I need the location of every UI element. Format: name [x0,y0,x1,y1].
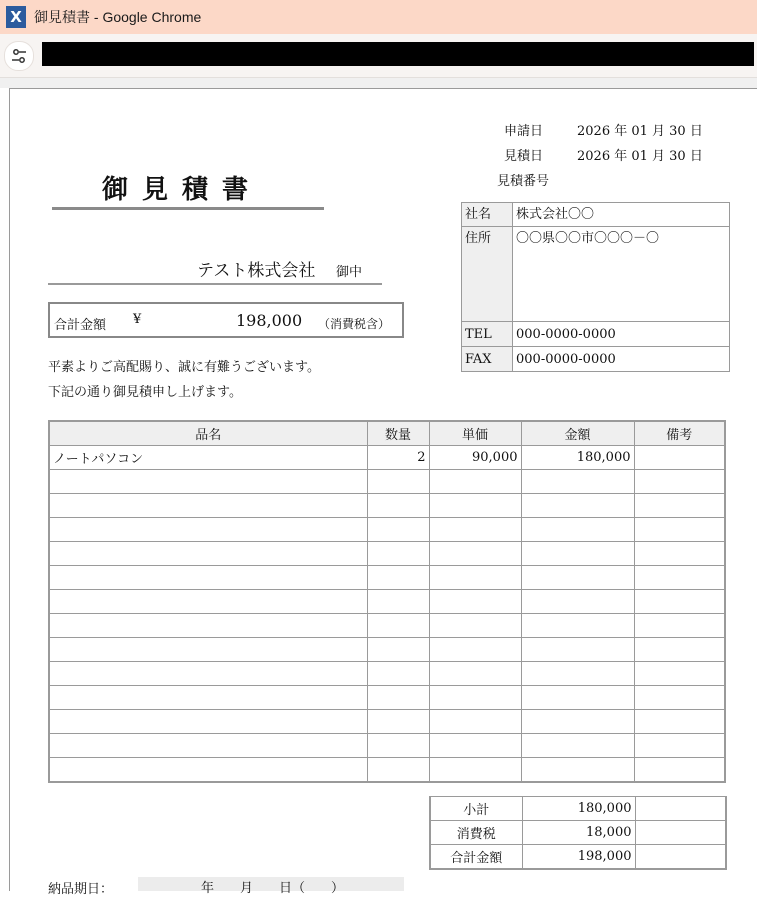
cell-item-name [49,686,367,710]
cell-remarks [634,542,725,566]
cell-unit-price [429,662,521,686]
total-value: 198,000 [236,311,303,330]
company-name-label: 社名 [462,203,513,227]
site-info-button[interactable] [4,41,34,71]
header-item-name: 品名 [49,421,367,446]
cell-amount [521,542,634,566]
cell-unit-price [429,494,521,518]
request-date: 2026 年 01 月 30 日 [577,124,703,139]
cell-quantity [367,590,429,614]
table-row [49,446,725,470]
company-fax-label: FAX [462,347,513,372]
grand-total-value: 198,000 [522,845,635,870]
company-tel: 000-0000-0000 [513,322,730,347]
cell-item-name [49,758,367,783]
cell-amount [521,518,634,542]
grand-total-row [430,845,726,870]
cell-quantity [367,614,429,638]
cell-item-name [49,542,367,566]
cell-amount [521,614,634,638]
table-row [49,518,725,542]
cell-unit-price [429,710,521,734]
cell-item-name: ノートパソコン [49,446,367,470]
cell-item-name [49,734,367,758]
request-date-label: 申請日 [504,124,544,139]
tax-included-note: （消費税含） [318,317,391,331]
cell-quantity [367,518,429,542]
estimate-date-label: 見積日 [504,149,544,164]
cell-item-name [49,590,367,614]
cell-unit-price [429,470,521,494]
address-bar [0,34,757,78]
recipient-name: テスト株式会社 [197,261,316,281]
tax-value: 18,000 [522,821,635,845]
header-unit-price: 単価 [429,421,521,446]
company-fax: 000-0000-0000 [513,347,730,372]
table-row [49,614,725,638]
cell-unit-price [429,518,521,542]
greeting-line-2: 下記の通り御見積申し上げます。 [48,385,242,400]
cell-remarks [634,662,725,686]
cell-unit-price [429,590,521,614]
cell-quantity [367,542,429,566]
tax-note [635,821,726,845]
title-underline [52,207,324,210]
recipient-suffix: 御中 [336,265,363,280]
cell-unit-price [429,614,521,638]
cell-remarks [634,446,725,470]
total-label: 合計金額 [54,318,107,333]
subtotal-row [430,797,726,821]
total-amount-box [48,302,404,338]
cell-remarks [634,734,725,758]
cell-amount [521,566,634,590]
cell-amount [521,470,634,494]
cell-unit-price [429,734,521,758]
cell-unit-price [429,566,521,590]
company-tel-label: TEL [462,322,513,347]
cell-unit-price [429,686,521,710]
cell-quantity [367,566,429,590]
table-row [49,590,725,614]
table-row [49,686,725,710]
cell-amount [521,710,634,734]
cell-item-name [49,566,367,590]
cell-quantity [367,470,429,494]
tune-icon [11,48,27,64]
cell-amount [521,662,634,686]
header-remarks: 備考 [634,421,725,446]
table-row [49,470,725,494]
cell-remarks [634,590,725,614]
table-row [49,494,725,518]
cell-remarks [634,470,725,494]
cell-remarks [634,494,725,518]
grand-total-label: 合計金額 [430,845,522,870]
cell-quantity [367,638,429,662]
subtotal-value: 180,000 [522,797,635,821]
window-titlebar [0,0,757,34]
cell-remarks [634,686,725,710]
cell-remarks [634,614,725,638]
due-date-field [138,877,404,896]
window-title: 御見積書 - Google Chrome [34,9,202,25]
cell-quantity [367,494,429,518]
table-row [49,758,725,783]
cell-quantity [367,734,429,758]
company-info-table [461,202,730,372]
cell-item-name [49,662,367,686]
company-address: 〇〇県〇〇市〇〇〇－〇 [513,227,730,322]
table-row [49,710,725,734]
viewer-gap [0,78,757,88]
tax-label: 消費税 [430,821,522,845]
tax-row [430,821,726,845]
due-date-value: 年 月 日（ ） [201,881,345,896]
table-row [49,542,725,566]
app-icon: X [6,6,26,28]
recipient-underline [48,283,382,285]
cell-remarks [634,710,725,734]
cell-unit-price [429,542,521,566]
grand-total-note [635,845,726,870]
table-row [49,638,725,662]
header-amount: 金額 [521,421,634,446]
cell-quantity: 2 [367,446,429,470]
cell-item-name [49,614,367,638]
cell-remarks [634,518,725,542]
estimate-date: 2026 年 01 月 30 日 [577,149,703,164]
cell-amount [521,638,634,662]
company-name: 株式会社〇〇 [513,203,730,227]
cell-amount [521,686,634,710]
cell-amount [521,758,634,783]
cell-quantity [367,758,429,783]
cell-remarks [634,638,725,662]
cell-unit-price [429,638,521,662]
cell-quantity [367,686,429,710]
greeting-line-1: 平素よりご高配賜り、誠に有難うございます。 [48,360,320,375]
table-row [49,566,725,590]
estimate-page [9,88,757,897]
header-quantity: 数量 [367,421,429,446]
cell-amount [521,494,634,518]
table-row [49,734,725,758]
items-table [48,420,726,783]
table-row [49,662,725,686]
cell-item-name [49,710,367,734]
cell-amount [521,590,634,614]
due-date-label: 納品期日： [48,882,114,897]
cell-item-name [49,470,367,494]
cell-remarks [634,566,725,590]
subtotal-note [635,797,726,821]
cell-amount: 180,000 [521,446,634,470]
cell-unit-price: 90,000 [429,446,521,470]
cell-quantity [367,710,429,734]
document-title: 御見積書 [102,175,263,205]
subtotal-label: 小計 [430,797,522,821]
url-field-redacted[interactable] [42,42,754,66]
estimate-number-label: 見積番号 [497,174,550,189]
cell-amount [521,734,634,758]
cell-unit-price [429,758,521,783]
cell-item-name [49,518,367,542]
cell-quantity [367,662,429,686]
yen-sign: ¥ [133,312,142,327]
cell-item-name [49,638,367,662]
cell-item-name [49,494,367,518]
summary-table [429,796,727,870]
company-address-label: 住所 [462,227,513,322]
cell-remarks [634,758,725,783]
